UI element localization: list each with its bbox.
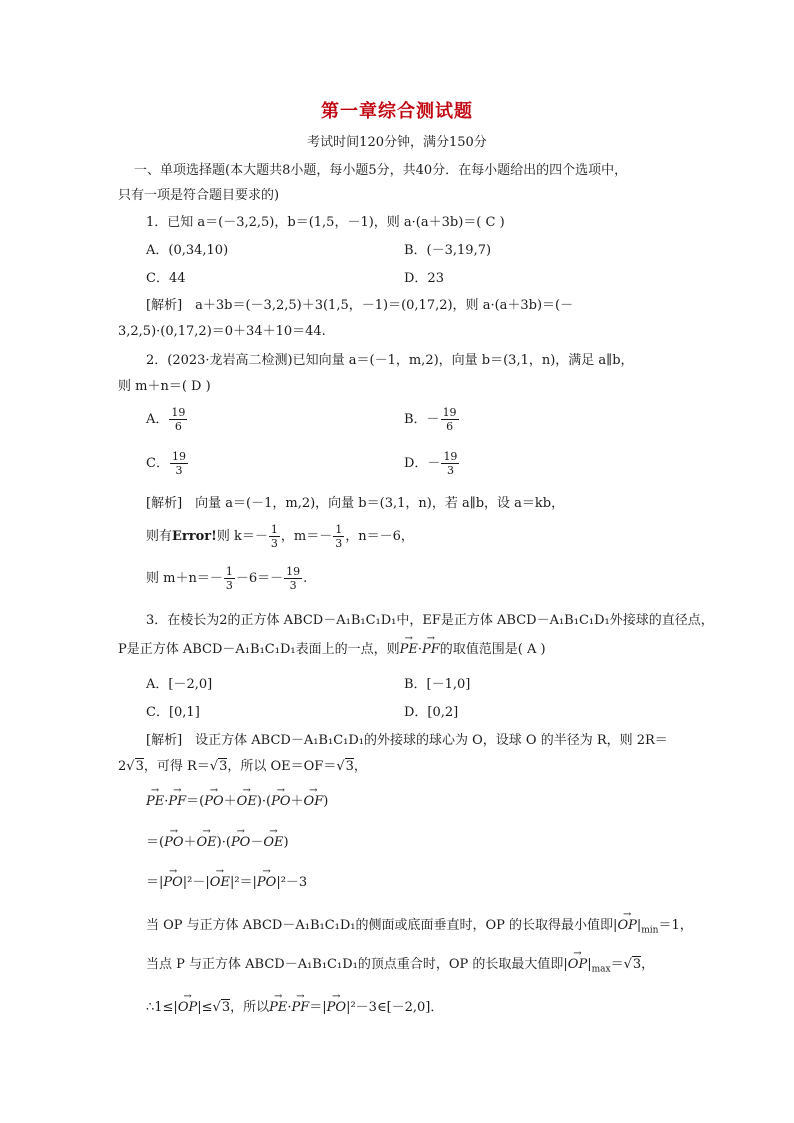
text: ＝| (309, 1000, 327, 1015)
text: |²－3∈[－2,0]． (346, 1000, 444, 1015)
text: ，可得 R＝ (143, 759, 210, 774)
text: |²－| (182, 875, 210, 890)
error-text: Error! (172, 529, 217, 544)
q3-min-line (146, 917, 693, 940)
text: |²－3 (276, 875, 308, 890)
vector: → OE (210, 874, 230, 892)
q3-solution-line1: [解析] 设正方体 ABCD－A₁B₁C₁D₁的外接球的球心为 O，设球 O 的半径为 R，则 2R＝ (146, 733, 668, 748)
denominator: 3 (270, 537, 278, 550)
text: )·( (256, 794, 272, 809)
denominator: 3 (446, 464, 454, 477)
numerator: 19 (443, 450, 458, 463)
text: ， (641, 957, 655, 972)
q1-solution-line2: 3,2,5)·(0,17,2)＝0＋34＋10＝44. (118, 324, 326, 339)
text: 当 OP 与正方体 ABCD－A₁B₁C₁D₁的侧面或底面垂直时，OP 的长取得最小值即| (146, 918, 618, 933)
vector: → PF (168, 793, 186, 811)
q2-solution-line3 (146, 565, 307, 592)
q3-stem-line1: 3．在棱长为2的正方体 ABCD－A₁B₁C₁D₁中，EF是正方体 ABCD－A₁B₁C₁D₁外接球的直径点， (146, 613, 714, 628)
q3-option-a: A．[－2,0] (146, 677, 213, 692)
vector: → OP (617, 917, 636, 935)
text: ＋ (290, 794, 304, 809)
numerator: 19 (442, 406, 457, 419)
q2-stem-line2: 则 m＋n＝( D ) (118, 379, 211, 394)
sqrt: 3 (219, 759, 228, 774)
text: 当点 P 与正方体 ABCD－A₁B₁C₁D₁的顶点重合时，OP 的长取最大值即| (146, 957, 568, 972)
text: 则 k＝－ (216, 529, 268, 544)
vector: → PF (292, 999, 310, 1017)
q1-option-a: A．(0,34,10) (146, 243, 229, 258)
numerator: 1 (270, 523, 278, 536)
text: )·( (216, 835, 231, 850)
text: 则有 (146, 529, 173, 544)
denominator: 3 (175, 464, 183, 477)
fraction (284, 565, 302, 592)
sqrt: 3 (221, 1000, 231, 1015)
q2-option-b (404, 406, 460, 433)
text: 则 m＋n＝－ (146, 571, 223, 586)
text: . (303, 571, 308, 586)
text: 的取值范围是( A ) (439, 642, 546, 657)
q2-solution-line2 (146, 523, 414, 550)
text: · (164, 794, 169, 809)
text: ＝( (146, 835, 165, 850)
sqrt: 3 (135, 759, 144, 774)
q3-eq1 (146, 793, 328, 811)
text: P是正方体 ABCD－A₁B₁C₁D₁表面上的一点，则 (118, 642, 400, 657)
vector: → PF (422, 641, 440, 659)
vector: → PO (327, 999, 346, 1017)
text: ＝( (186, 794, 205, 809)
text: ＋ (223, 794, 237, 809)
text: 2 (118, 759, 127, 774)
exam-info: 考试时间120分钟，满分150分 (307, 135, 487, 150)
fraction (224, 565, 235, 592)
text: ＝ (610, 957, 624, 972)
q2-option-d-prefix: D．－ (404, 456, 441, 471)
text: · (417, 642, 422, 657)
q3-option-d: D．[0,2] (404, 705, 459, 720)
q3-option-c: C．[0,1] (146, 705, 200, 720)
section-heading-line2: 只有一项是符合题目要求的) (118, 188, 280, 203)
q2-option-a (146, 406, 188, 433)
numerator: 19 (171, 450, 186, 463)
vector: → OE (237, 793, 257, 811)
q2-option-d (404, 450, 460, 477)
numerator: 19 (171, 406, 186, 419)
text: －6＝－ (235, 571, 284, 586)
text: · (287, 1000, 292, 1015)
denominator: 6 (174, 420, 182, 433)
text: | (636, 918, 642, 933)
fraction (269, 523, 280, 550)
text: ＝| (146, 875, 164, 890)
text: ，所以 (230, 1000, 270, 1015)
vector: → PO (231, 834, 250, 852)
text: ) (283, 835, 289, 850)
vector: → PO (204, 793, 223, 811)
q2-option-a-fraction (169, 406, 187, 433)
q1-option-d: D．23 (404, 271, 444, 286)
q3-solution-line2: 2√3，可得 R＝√3，所以 OE＝OF＝√3， (118, 759, 367, 774)
q1-stem: 1．已知 a＝(－3,2,5)，b＝(1,5，－1)，则 a·(a＋3b)＝( C ) (146, 215, 505, 230)
denominator: 3 (289, 579, 297, 592)
q2-option-c (146, 450, 189, 477)
q1-option-c: C．44 (146, 271, 186, 286)
q3-option-b: B．[－1,0] (404, 677, 471, 692)
vector: → OF (304, 793, 324, 811)
vector: → PE (400, 641, 418, 659)
q3-final-line: ∴1≤|→ OP|≤√3，所以→ PE·→ PF＝|→ PO|²－3∈[－2,0]． (146, 999, 443, 1017)
subscript: max (591, 964, 611, 975)
q1-option-b: B．(－3,19,7) (404, 243, 492, 258)
denominator: 3 (225, 579, 233, 592)
vector: → OE (197, 834, 217, 852)
sqrt: 3 (345, 759, 354, 774)
q1-solution-line1: [解析] a＋3b＝(－3,2,5)＋3(1,5，－1)＝(0,17,2)，则 a·(a＋3b)＝(－ (146, 298, 574, 313)
q3-eq3 (146, 874, 307, 892)
denominator: 3 (335, 537, 343, 550)
vector: → OP (178, 999, 197, 1017)
q2-option-d-fraction (441, 450, 459, 477)
subscript: min (641, 925, 659, 936)
vector: → PO (271, 793, 290, 811)
q3-stem-line2 (118, 641, 546, 659)
fraction (333, 523, 344, 550)
text: | (587, 957, 592, 972)
text: ∴1≤| (146, 1000, 178, 1015)
q3-eq2 (146, 834, 289, 852)
vector: → PO (257, 874, 276, 892)
text: ) (323, 794, 329, 809)
vector: → PO (163, 874, 182, 892)
text: ，m＝－ (280, 529, 333, 544)
q2-option-b-fraction (441, 406, 459, 433)
text: |≤ (197, 1000, 213, 1015)
denominator: 6 (446, 420, 454, 433)
text: － (250, 835, 264, 850)
vector: → PO (164, 834, 183, 852)
vector: → OE (263, 834, 283, 852)
numerator: 1 (225, 565, 233, 578)
q2-option-a-prefix: A． (146, 412, 169, 427)
q2-option-b-prefix: B．－ (404, 412, 440, 427)
section-heading-line1: 一、单项选择题(本大题共8小题，每小题5分，共40分．在每小题给出的四个选项中， (134, 163, 628, 178)
text: ，所以 OE＝OF＝ (227, 759, 337, 774)
numerator: 1 (335, 523, 343, 536)
text: ，n＝－6， (345, 529, 414, 544)
sqrt: 3 (632, 957, 642, 972)
text: |²＝| (229, 875, 257, 890)
q2-solution-line1: [解析] 向量 a＝(－1，m,2)，向量 b＝(3,1，n)，若 a∥b，设 a＝kb， (146, 496, 565, 511)
q2-option-c-prefix: C． (146, 456, 169, 471)
q2-stem-line1: 2．(2023·龙岩高二检测)已知向量 a＝(－1，m,2)，向量 b＝(3,1，n)，满足 a∥b， (146, 353, 634, 368)
numerator: 19 (286, 565, 301, 578)
text: ， (353, 759, 367, 774)
q3-max-line: 当点 P 与正方体 ABCD－A₁B₁C₁D₁的顶点重合时，OP 的长取最大值即|→ $OP|_{max}=√3$， (146, 956, 654, 979)
page-title: 第一章综合测试题 (321, 101, 473, 122)
vector: → OP (568, 956, 587, 974)
vector: → PE (146, 793, 164, 811)
vector: → PE (269, 999, 287, 1017)
text: ＝1， (658, 918, 693, 933)
text: ＋ (183, 835, 197, 850)
q2-option-c-fraction (170, 450, 188, 477)
